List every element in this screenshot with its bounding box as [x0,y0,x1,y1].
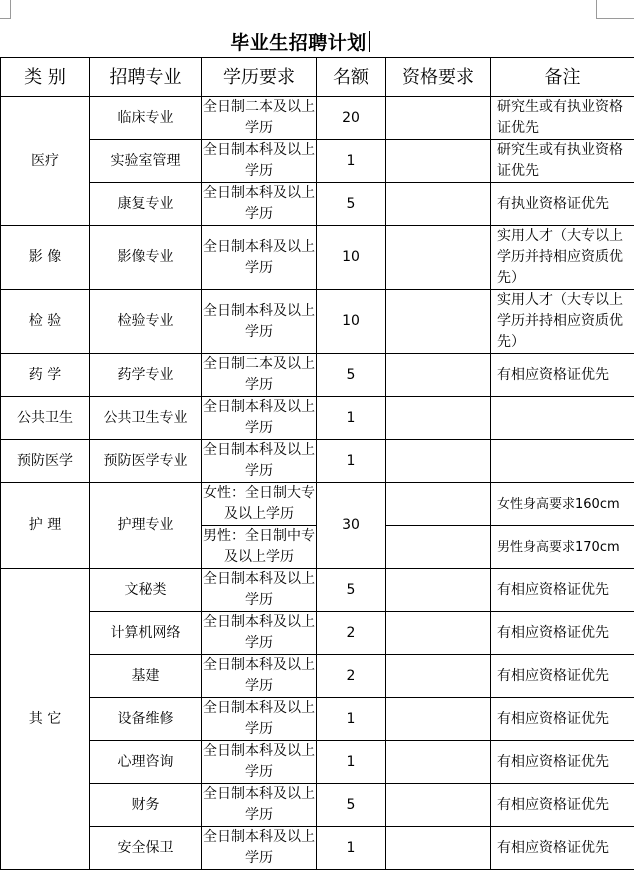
cell-note: 研究生或有执业资格证优先 [491,140,634,183]
cell-count: 1 [317,827,386,870]
table-row [1,784,634,827]
table-row [1,741,634,784]
cell-count: 10 [317,290,386,354]
cell-major: 财务 [90,784,202,827]
cell-education: 全日制本科及以上学历 [202,397,317,440]
cell-count: 20 [317,97,386,140]
cell-major: 检验专业 [90,290,202,354]
document-title-text: 毕业生招聘计划 [230,32,367,54]
header-note: 备注 [491,58,634,97]
page-corner-mark-right [596,0,634,19]
cell-note: 有相应资格证优先 [491,569,634,612]
cell-major: 实验室管理 [90,140,202,183]
cell-qualification [386,290,491,354]
cell-note: 女性身高要求160cm [491,483,634,526]
table-row [1,397,634,440]
cell-qualification [386,226,491,290]
cell-qualification [386,183,491,226]
cell-qualification [386,526,491,569]
cell-count: 10 [317,226,386,290]
cell-count: 5 [317,784,386,827]
cell-major: 康复专业 [90,183,202,226]
cell-category: 护 理 [1,483,90,569]
cell-note: 有相应资格证优先 [491,612,634,655]
cell-education: 女性：全日制大专及以上学历 [202,483,317,526]
cell-major: 临床专业 [90,97,202,140]
cell-note: 实用人才（大专以上学历并持相应资质优先） [491,226,634,290]
table-row [1,183,634,226]
table-row [1,698,634,741]
cell-major: 计算机网络 [90,612,202,655]
cell-education: 全日制本科及以上学历 [202,784,317,827]
cell-qualification [386,784,491,827]
cell-category: 检 验 [1,290,90,354]
cell-note: 有相应资格证优先 [491,698,634,741]
cell-major: 基建 [90,655,202,698]
table-row [1,97,634,140]
cell-qualification [386,140,491,183]
cell-category: 公共卫生 [1,397,90,440]
cell-category: 医疗 [1,97,90,226]
cell-qualification [386,612,491,655]
cell-qualification [386,827,491,870]
cell-major: 公共卫生专业 [90,397,202,440]
table-row [1,612,634,655]
cell-count: 30 [317,483,386,569]
cell-major: 安全保卫 [90,827,202,870]
header-major: 招聘专业 [90,58,202,97]
cell-education: 全日制二本及以上学历 [202,97,317,140]
cell-qualification [386,397,491,440]
cell-count: 1 [317,140,386,183]
cell-note: 有相应资格证优先 [491,827,634,870]
cell-count: 5 [317,569,386,612]
page-corner-mark-left [0,0,11,19]
cell-category: 影 像 [1,226,90,290]
cell-education: 全日制本科及以上学历 [202,226,317,290]
cell-count: 1 [317,698,386,741]
cell-note [491,440,634,483]
table-row [1,290,634,354]
header-education: 学历要求 [202,58,317,97]
recruitment-table [0,57,634,870]
cell-qualification [386,440,491,483]
cell-count: 2 [317,655,386,698]
table-row [1,483,634,526]
table-row [1,655,634,698]
cell-education: 全日制本科及以上学历 [202,741,317,784]
table-row [1,354,634,397]
table-row [1,440,634,483]
header-qualification: 资格要求 [386,58,491,97]
text-cursor [369,31,370,52]
cell-count: 1 [317,741,386,784]
cell-major: 护理专业 [90,483,202,569]
cell-category: 其 它 [1,569,90,870]
cell-note: 研究生或有执业资格证优先 [491,97,634,140]
cell-qualification [386,569,491,612]
cell-category: 预防医学 [1,440,90,483]
cell-count: 2 [317,612,386,655]
cell-major: 预防医学专业 [90,440,202,483]
cell-education: 全日制本科及以上学历 [202,140,317,183]
cell-qualification [386,741,491,784]
cell-count: 5 [317,183,386,226]
cell-qualification [386,655,491,698]
table-row [1,226,634,290]
table-row [1,827,634,870]
cell-major: 药学专业 [90,354,202,397]
cell-major: 心理咨询 [90,741,202,784]
cell-education: 全日制二本及以上学历 [202,354,317,397]
document-title[interactable] [0,28,600,55]
cell-qualification [386,97,491,140]
cell-note: 有相应资格证优先 [491,655,634,698]
table-header-row [1,58,634,97]
cell-qualification [386,483,491,526]
table-body [1,97,634,870]
cell-note: 有相应资格证优先 [491,784,634,827]
cell-note: 男性身高要求170cm [491,526,634,569]
cell-education: 全日制本科及以上学历 [202,612,317,655]
header-category: 类 别 [1,58,90,97]
cell-major: 文秘类 [90,569,202,612]
cell-note: 有执业资格证优先 [491,183,634,226]
table-row [1,140,634,183]
cell-note: 有相应资格证优先 [491,354,634,397]
cell-education: 男性：全日制中专及以上学历 [202,526,317,569]
header-count: 名额 [317,58,386,97]
cell-note: 有相应资格证优先 [491,741,634,784]
cell-major: 设备维修 [90,698,202,741]
table-row [1,569,634,612]
cell-education: 全日制本科及以上学历 [202,183,317,226]
cell-category: 药 学 [1,354,90,397]
cell-qualification [386,354,491,397]
cell-major: 影像专业 [90,226,202,290]
cell-education: 全日制本科及以上学历 [202,440,317,483]
cell-education: 全日制本科及以上学历 [202,655,317,698]
cell-education: 全日制本科及以上学历 [202,698,317,741]
cell-education: 全日制本科及以上学历 [202,569,317,612]
cell-education: 全日制本科及以上学历 [202,827,317,870]
cell-count: 1 [317,440,386,483]
cell-education: 全日制本科及以上学历 [202,290,317,354]
cell-qualification [386,698,491,741]
cell-count: 1 [317,397,386,440]
cell-note [491,397,634,440]
cell-note: 实用人才（大专以上学历并持相应资质优先） [491,290,634,354]
cell-count: 5 [317,354,386,397]
